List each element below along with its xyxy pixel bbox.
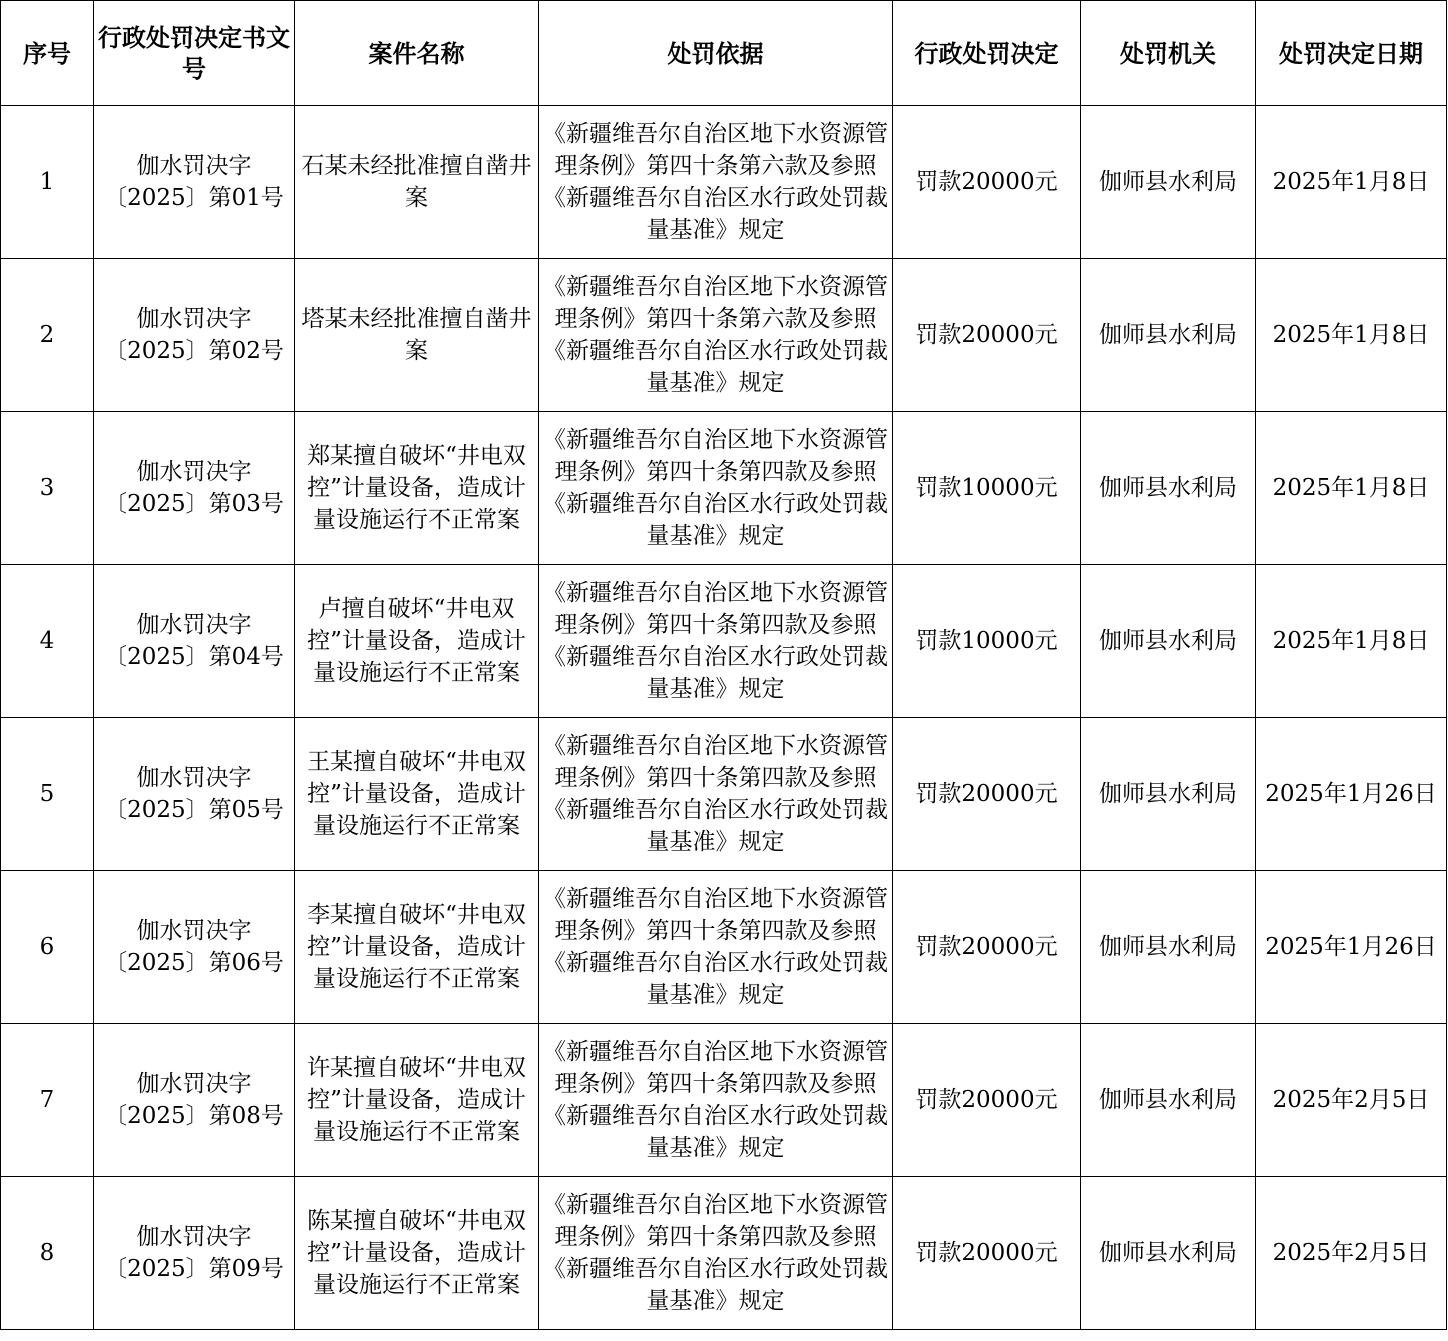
cell-doc-no: 伽水罚决字〔2025〕第03号 [94,412,295,565]
table-row [1,565,1447,718]
cell-date: 2025年1月8日 [1256,106,1447,259]
cell-doc-no: 伽水罚决字〔2025〕第05号 [94,718,295,871]
table-row [1,106,1447,259]
cell-index: 1 [1,106,94,259]
cell-authority: 伽师县水利局 [1081,871,1256,1024]
cell-date: 2025年1月26日 [1256,871,1447,1024]
table-body [1,106,1447,1330]
cell-index: 8 [1,1177,94,1330]
cell-basis: 《新疆维吾尔自治区地下水资源管理条例》第四十条第四款及参照《新疆维吾尔自治区水行政处罚裁量基准》规定 [539,565,893,718]
cell-case-name: 塔某未经批准擅自凿井案 [295,259,539,412]
cell-decision: 罚款10000元 [893,565,1081,718]
cell-basis: 《新疆维吾尔自治区地下水资源管理条例》第四十条第六款及参照《新疆维吾尔自治区水行政处罚裁量基准》规定 [539,106,893,259]
header-basis: 处罚依据 [539,1,893,106]
cell-authority: 伽师县水利局 [1081,718,1256,871]
header-decision: 行政处罚决定 [893,1,1081,106]
cell-decision: 罚款20000元 [893,718,1081,871]
cell-basis: 《新疆维吾尔自治区地下水资源管理条例》第四十条第四款及参照《新疆维吾尔自治区水行政处罚裁量基准》规定 [539,718,893,871]
table-row [1,718,1447,871]
cell-date: 2025年1月8日 [1256,412,1447,565]
cell-doc-no: 伽水罚决字〔2025〕第02号 [94,259,295,412]
cell-authority: 伽师县水利局 [1081,565,1256,718]
cell-doc-no: 伽水罚决字〔2025〕第01号 [94,106,295,259]
cell-doc-no: 伽水罚决字〔2025〕第08号 [94,1024,295,1177]
cell-authority: 伽师县水利局 [1081,1024,1256,1177]
table-row [1,412,1447,565]
cell-index: 2 [1,259,94,412]
cell-authority: 伽师县水利局 [1081,106,1256,259]
cell-basis: 《新疆维吾尔自治区地下水资源管理条例》第四十条第六款及参照《新疆维吾尔自治区水行政处罚裁量基准》规定 [539,259,893,412]
cell-date: 2025年1月26日 [1256,718,1447,871]
cell-decision: 罚款20000元 [893,259,1081,412]
cell-decision: 罚款20000元 [893,1177,1081,1330]
cell-case-name: 许某擅自破坏“井电双控”计量设备，造成计量设施运行不正常案 [295,1024,539,1177]
cell-authority: 伽师县水利局 [1081,1177,1256,1330]
header-authority: 处罚机关 [1081,1,1256,106]
cell-decision: 罚款20000元 [893,871,1081,1024]
cell-case-name: 李某擅自破坏“井电双控”计量设备，造成计量设施运行不正常案 [295,871,539,1024]
cell-basis: 《新疆维吾尔自治区地下水资源管理条例》第四十条第四款及参照《新疆维吾尔自治区水行政处罚裁量基准》规定 [539,871,893,1024]
cell-index: 6 [1,871,94,1024]
cell-date: 2025年2月5日 [1256,1177,1447,1330]
cell-decision: 罚款20000元 [893,1024,1081,1177]
cell-basis: 《新疆维吾尔自治区地下水资源管理条例》第四十条第四款及参照《新疆维吾尔自治区水行政处罚裁量基准》规定 [539,412,893,565]
cell-date: 2025年2月5日 [1256,1024,1447,1177]
cell-authority: 伽师县水利局 [1081,412,1256,565]
header-index: 序号 [1,1,94,106]
header-doc-no: 行政处罚决定书文号 [94,1,295,106]
table-header [1,1,1447,106]
header-row [1,1,1447,106]
cell-doc-no: 伽水罚决字〔2025〕第09号 [94,1177,295,1330]
cell-case-name: 王某擅自破坏“井电双控”计量设备，造成计量设施运行不正常案 [295,718,539,871]
cell-index: 7 [1,1024,94,1177]
cell-doc-no: 伽水罚决字〔2025〕第06号 [94,871,295,1024]
cell-case-name: 郑某擅自破坏“井电双控”计量设备，造成计量设施运行不正常案 [295,412,539,565]
cell-date: 2025年1月8日 [1256,565,1447,718]
cell-case-name: 陈某擅自破坏“井电双控”计量设备，造成计量设施运行不正常案 [295,1177,539,1330]
header-case-name: 案件名称 [295,1,539,106]
cell-index: 4 [1,565,94,718]
cell-doc-no: 伽水罚决字〔2025〕第04号 [94,565,295,718]
cell-basis: 《新疆维吾尔自治区地下水资源管理条例》第四十条第四款及参照《新疆维吾尔自治区水行政处罚裁量基准》规定 [539,1177,893,1330]
cell-case-name: 卢擅自破坏“井电双控”计量设备，造成计量设施运行不正常案 [295,565,539,718]
table-row [1,259,1447,412]
cell-index: 3 [1,412,94,565]
cell-authority: 伽师县水利局 [1081,259,1256,412]
table-row [1,1177,1447,1330]
cell-decision: 罚款20000元 [893,106,1081,259]
table-row [1,1024,1447,1177]
table-row [1,871,1447,1024]
cell-case-name: 石某未经批准擅自凿井案 [295,106,539,259]
cell-index: 5 [1,718,94,871]
cell-date: 2025年1月8日 [1256,259,1447,412]
header-date: 处罚决定日期 [1256,1,1447,106]
cell-decision: 罚款10000元 [893,412,1081,565]
cell-basis: 《新疆维吾尔自治区地下水资源管理条例》第四十条第四款及参照《新疆维吾尔自治区水行政处罚裁量基准》规定 [539,1024,893,1177]
